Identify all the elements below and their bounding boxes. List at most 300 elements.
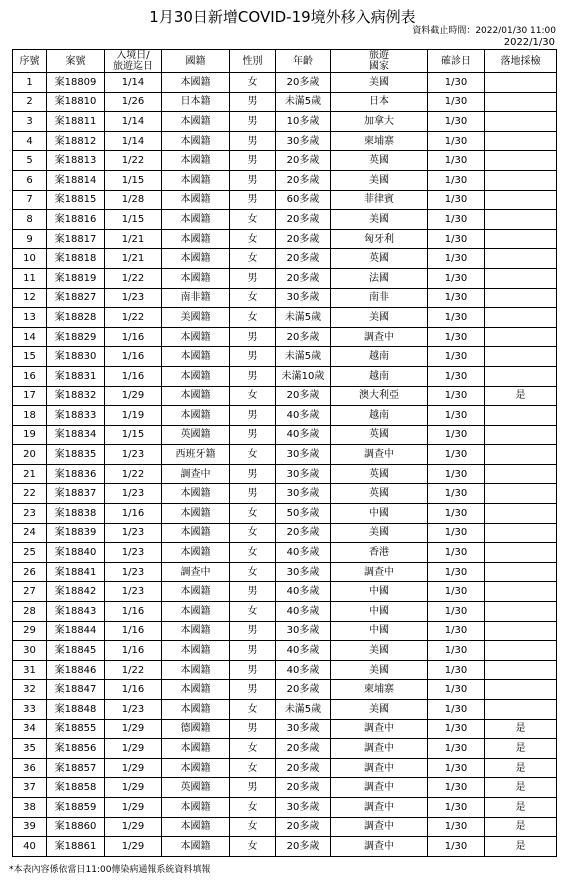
cell-case: 案18833 — [47, 406, 105, 426]
cell-airport-test — [485, 484, 557, 504]
cell-sex: 男 — [230, 425, 276, 445]
cell-sex: 男 — [230, 366, 276, 386]
cell-confirmed: 1/30 — [428, 445, 485, 465]
cell-nationality: 調查中 — [162, 464, 230, 484]
cell-case: 案18860 — [47, 817, 105, 837]
cell-age: 30多歲 — [276, 445, 331, 465]
cell-case: 案18809 — [47, 73, 105, 93]
cell-case: 案18815 — [47, 190, 105, 210]
cell-nationality: 本國籍 — [162, 758, 230, 778]
cell-country: 美國 — [331, 73, 428, 93]
table-row — [13, 131, 557, 151]
cell-case: 案18828 — [47, 308, 105, 328]
cell-date: 1/21 — [105, 229, 162, 249]
table-row — [13, 621, 557, 641]
cell-age: 20多歲 — [276, 817, 331, 837]
cell-age: 30多歲 — [276, 288, 331, 308]
table-row — [13, 797, 557, 817]
cell-age: 30多歲 — [276, 131, 331, 151]
table-row — [13, 602, 557, 622]
cell-no: 26 — [13, 562, 47, 582]
cell-confirmed: 1/30 — [428, 543, 485, 563]
cell-country: 越南 — [331, 347, 428, 367]
cell-confirmed: 1/30 — [428, 817, 485, 837]
cell-no: 32 — [13, 680, 47, 700]
cell-confirmed: 1/30 — [428, 758, 485, 778]
cell-country: 調查中 — [331, 837, 428, 857]
cell-case: 案18831 — [47, 366, 105, 386]
cell-country: 越南 — [331, 366, 428, 386]
cell-sex: 女 — [230, 523, 276, 543]
cell-confirmed: 1/30 — [428, 700, 485, 720]
cell-airport-test — [485, 406, 557, 426]
cell-no: 33 — [13, 700, 47, 720]
table-row — [13, 700, 557, 720]
table-row — [13, 484, 557, 504]
cell-date: 1/16 — [105, 366, 162, 386]
cell-nationality: 本國籍 — [162, 327, 230, 347]
cell-date: 1/22 — [105, 268, 162, 288]
cell-sex: 男 — [230, 268, 276, 288]
cell-country: 調查中 — [331, 445, 428, 465]
cell-no: 22 — [13, 484, 47, 504]
cell-no: 25 — [13, 543, 47, 563]
cell-case: 案18857 — [47, 758, 105, 778]
cell-airport-test — [485, 288, 557, 308]
cell-sex: 女 — [230, 210, 276, 230]
cell-confirmed: 1/30 — [428, 523, 485, 543]
cell-nationality: 本國籍 — [162, 112, 230, 132]
table-row — [13, 73, 557, 93]
cell-date: 1/23 — [105, 543, 162, 563]
cell-sex: 男 — [230, 660, 276, 680]
cell-sex: 男 — [230, 680, 276, 700]
cell-age: 30多歲 — [276, 562, 331, 582]
table-row — [13, 464, 557, 484]
cell-date: 1/23 — [105, 562, 162, 582]
cell-nationality: 本國籍 — [162, 680, 230, 700]
cell-no: 6 — [13, 170, 47, 190]
cell-no: 36 — [13, 758, 47, 778]
cell-date: 1/29 — [105, 719, 162, 739]
table-row — [13, 817, 557, 837]
cell-airport-test — [485, 190, 557, 210]
cell-sex: 男 — [230, 170, 276, 190]
cell-no: 38 — [13, 797, 47, 817]
cell-confirmed: 1/30 — [428, 660, 485, 680]
cell-nationality: 西班牙籍 — [162, 445, 230, 465]
cell-age: 20多歲 — [276, 229, 331, 249]
cell-confirmed: 1/30 — [428, 719, 485, 739]
cell-case: 案18812 — [47, 131, 105, 151]
cell-age: 50多歲 — [276, 504, 331, 524]
cell-date: 1/23 — [105, 700, 162, 720]
table-row — [13, 386, 557, 406]
cell-no: 5 — [13, 151, 47, 171]
cell-sex: 女 — [230, 837, 276, 857]
table-row — [13, 210, 557, 230]
cell-sex: 女 — [230, 758, 276, 778]
cell-confirmed: 1/30 — [428, 268, 485, 288]
cell-confirmed: 1/30 — [428, 327, 485, 347]
cell-date: 1/16 — [105, 621, 162, 641]
cell-nationality: 本國籍 — [162, 406, 230, 426]
cell-confirmed: 1/30 — [428, 425, 485, 445]
cell-sex: 男 — [230, 92, 276, 112]
cell-airport-test — [485, 680, 557, 700]
cell-case: 案18818 — [47, 249, 105, 269]
cell-case: 案18813 — [47, 151, 105, 171]
cell-no: 3 — [13, 112, 47, 132]
cell-airport-test — [485, 660, 557, 680]
cell-age: 20多歲 — [276, 170, 331, 190]
cell-airport-test — [485, 366, 557, 386]
cell-country: 調查中 — [331, 758, 428, 778]
cell-nationality: 本國籍 — [162, 797, 230, 817]
cell-case: 案18830 — [47, 347, 105, 367]
table-row — [13, 739, 557, 759]
cell-date: 1/23 — [105, 445, 162, 465]
cell-no: 24 — [13, 523, 47, 543]
cell-confirmed: 1/30 — [428, 562, 485, 582]
cell-nationality: 本國籍 — [162, 170, 230, 190]
cell-country: 英國 — [331, 484, 428, 504]
cell-country: 調查中 — [331, 327, 428, 347]
cell-age: 未滿5歲 — [276, 347, 331, 367]
cell-date: 1/15 — [105, 425, 162, 445]
cell-no: 34 — [13, 719, 47, 739]
cell-nationality: 本國籍 — [162, 229, 230, 249]
cell-country: 調查中 — [331, 562, 428, 582]
cell-confirmed: 1/30 — [428, 170, 485, 190]
cell-country: 美國 — [331, 660, 428, 680]
cell-nationality: 本國籍 — [162, 543, 230, 563]
cell-country: 美國 — [331, 210, 428, 230]
cell-country: 英國 — [331, 249, 428, 269]
cell-case: 案18832 — [47, 386, 105, 406]
cell-age: 40多歲 — [276, 660, 331, 680]
cell-case: 案18835 — [47, 445, 105, 465]
cell-age: 40多歲 — [276, 406, 331, 426]
cell-nationality: 本國籍 — [162, 523, 230, 543]
cell-confirmed: 1/30 — [428, 249, 485, 269]
table-row — [13, 543, 557, 563]
cell-airport-test — [485, 170, 557, 190]
cell-age: 20多歲 — [276, 758, 331, 778]
cell-case: 案18827 — [47, 288, 105, 308]
table-row — [13, 288, 557, 308]
header-travel-country: 旅遊 國家 — [331, 50, 428, 73]
table-row — [13, 719, 557, 739]
cell-age: 10多歲 — [276, 112, 331, 132]
cell-date: 1/19 — [105, 406, 162, 426]
table-row — [13, 249, 557, 269]
cell-no: 20 — [13, 445, 47, 465]
cell-nationality: 本國籍 — [162, 484, 230, 504]
cell-date: 1/26 — [105, 92, 162, 112]
cell-nationality: 本國籍 — [162, 837, 230, 857]
table-row — [13, 445, 557, 465]
cell-age: 20多歲 — [276, 210, 331, 230]
footnote: *本表內容係依當日11:00傳染病通報系統資料填報 — [9, 865, 211, 875]
cell-date: 1/16 — [105, 680, 162, 700]
cell-date: 1/21 — [105, 249, 162, 269]
cell-date: 1/14 — [105, 73, 162, 93]
cell-age: 20多歲 — [276, 327, 331, 347]
header-case: 案號 — [47, 50, 105, 73]
cell-date: 1/22 — [105, 660, 162, 680]
cell-date: 1/16 — [105, 347, 162, 367]
table-row — [13, 837, 557, 857]
table-row — [13, 425, 557, 445]
cell-confirmed: 1/30 — [428, 210, 485, 230]
cell-no: 10 — [13, 249, 47, 269]
cell-airport-test — [485, 562, 557, 582]
cell-confirmed: 1/30 — [428, 582, 485, 602]
cell-date: 1/23 — [105, 582, 162, 602]
table-row — [13, 190, 557, 210]
table-row — [13, 660, 557, 680]
cell-no: 1 — [13, 73, 47, 93]
cell-sex: 男 — [230, 484, 276, 504]
cell-nationality: 日本籍 — [162, 92, 230, 112]
cell-date: 1/22 — [105, 151, 162, 171]
header-confirmed-date: 確診日 — [428, 50, 485, 73]
cell-age: 20多歲 — [276, 523, 331, 543]
cell-nationality: 本國籍 — [162, 582, 230, 602]
cell-date: 1/23 — [105, 288, 162, 308]
cell-country: 法國 — [331, 268, 428, 288]
cell-age: 30多歲 — [276, 464, 331, 484]
cell-nationality: 本國籍 — [162, 131, 230, 151]
cell-no: 28 — [13, 602, 47, 622]
cell-nationality: 本國籍 — [162, 210, 230, 230]
cell-confirmed: 1/30 — [428, 778, 485, 798]
cell-age: 20多歲 — [276, 680, 331, 700]
cell-no: 16 — [13, 366, 47, 386]
table-row — [13, 327, 557, 347]
cell-country: 加拿大 — [331, 112, 428, 132]
cell-country: 中國 — [331, 582, 428, 602]
case-table — [12, 49, 557, 857]
cell-age: 40多歲 — [276, 582, 331, 602]
cell-sex: 女 — [230, 739, 276, 759]
cell-case: 案18810 — [47, 92, 105, 112]
header-sex: 性別 — [230, 50, 276, 73]
cell-date: 1/16 — [105, 504, 162, 524]
cell-sex: 男 — [230, 406, 276, 426]
cell-age: 未滿5歲 — [276, 92, 331, 112]
cell-no: 35 — [13, 739, 47, 759]
table-row — [13, 406, 557, 426]
table-row — [13, 523, 557, 543]
data-cutoff-time: 資料截止時間：2022/01/30 11:00 — [412, 26, 556, 36]
cell-date: 1/14 — [105, 131, 162, 151]
cell-case: 案18836 — [47, 464, 105, 484]
cell-sex: 男 — [230, 347, 276, 367]
cell-sex: 女 — [230, 229, 276, 249]
cell-airport-test — [485, 602, 557, 622]
cell-confirmed: 1/30 — [428, 484, 485, 504]
cell-age: 未滿5歲 — [276, 308, 331, 328]
table-row — [13, 92, 557, 112]
table-row — [13, 641, 557, 661]
cell-case: 案18839 — [47, 523, 105, 543]
cell-age: 20多歲 — [276, 837, 331, 857]
cell-airport-test — [485, 112, 557, 132]
cell-no: 39 — [13, 817, 47, 837]
cell-sex: 女 — [230, 249, 276, 269]
cell-case: 案18859 — [47, 797, 105, 817]
cell-no: 40 — [13, 837, 47, 857]
cell-confirmed: 1/30 — [428, 386, 485, 406]
cell-age: 未滿10歲 — [276, 366, 331, 386]
table-row — [13, 308, 557, 328]
cell-no: 23 — [13, 504, 47, 524]
cell-no: 9 — [13, 229, 47, 249]
cell-case: 案18844 — [47, 621, 105, 641]
cell-country: 中國 — [331, 602, 428, 622]
cell-no: 14 — [13, 327, 47, 347]
table-row — [13, 504, 557, 524]
cell-airport-test — [485, 229, 557, 249]
cell-nationality: 英國籍 — [162, 425, 230, 445]
cell-nationality: 本國籍 — [162, 504, 230, 524]
cell-date: 1/29 — [105, 817, 162, 837]
cell-airport-test — [485, 621, 557, 641]
table-row — [13, 758, 557, 778]
table-body — [13, 73, 557, 857]
cell-confirmed: 1/30 — [428, 308, 485, 328]
cell-country: 美國 — [331, 170, 428, 190]
table-row — [13, 229, 557, 249]
cell-sex: 女 — [230, 73, 276, 93]
cell-airport-test — [485, 523, 557, 543]
cell-country: 中國 — [331, 621, 428, 641]
cell-sex: 男 — [230, 327, 276, 347]
cell-confirmed: 1/30 — [428, 92, 485, 112]
cell-nationality: 本國籍 — [162, 151, 230, 171]
cell-age: 30多歲 — [276, 484, 331, 504]
cell-country: 調查中 — [331, 719, 428, 739]
cell-country: 美國 — [331, 523, 428, 543]
cell-nationality: 本國籍 — [162, 249, 230, 269]
cell-age: 20多歲 — [276, 739, 331, 759]
cell-sex: 女 — [230, 288, 276, 308]
cell-airport-test — [485, 425, 557, 445]
cell-case: 案18846 — [47, 660, 105, 680]
cell-case: 案18817 — [47, 229, 105, 249]
cell-nationality: 本國籍 — [162, 739, 230, 759]
cell-confirmed: 1/30 — [428, 229, 485, 249]
cell-airport-test — [485, 504, 557, 524]
cell-date: 1/23 — [105, 523, 162, 543]
cell-case: 案18842 — [47, 582, 105, 602]
cell-case: 案18840 — [47, 543, 105, 563]
cell-confirmed: 1/30 — [428, 151, 485, 171]
cell-age: 20多歲 — [276, 249, 331, 269]
cell-age: 20多歲 — [276, 151, 331, 171]
table-row — [13, 112, 557, 132]
cell-sex: 男 — [230, 190, 276, 210]
cell-airport-test — [485, 700, 557, 720]
cell-country: 美國 — [331, 308, 428, 328]
cell-country: 英國 — [331, 151, 428, 171]
cell-airport-test — [485, 445, 557, 465]
cell-sex: 男 — [230, 621, 276, 641]
cell-no: 7 — [13, 190, 47, 210]
cell-sex: 女 — [230, 504, 276, 524]
cell-sex: 女 — [230, 562, 276, 582]
cell-age: 40多歲 — [276, 543, 331, 563]
cell-country: 美國 — [331, 641, 428, 661]
cell-country: 南非 — [331, 288, 428, 308]
cell-case: 案18837 — [47, 484, 105, 504]
cell-date: 1/14 — [105, 112, 162, 132]
cell-sex: 男 — [230, 112, 276, 132]
cell-country: 調查中 — [331, 817, 428, 837]
cell-nationality: 英國籍 — [162, 778, 230, 798]
cell-confirmed: 1/30 — [428, 641, 485, 661]
cell-airport-test — [485, 327, 557, 347]
cell-country: 越南 — [331, 406, 428, 426]
cell-age: 20多歲 — [276, 778, 331, 798]
cell-sex: 女 — [230, 817, 276, 837]
cell-no: 18 — [13, 406, 47, 426]
cell-case: 案18838 — [47, 504, 105, 524]
cell-sex: 女 — [230, 797, 276, 817]
cell-sex: 男 — [230, 719, 276, 739]
cell-age: 30多歲 — [276, 797, 331, 817]
cell-confirmed: 1/30 — [428, 621, 485, 641]
cell-country: 柬埔寨 — [331, 680, 428, 700]
cell-airport-test: 是 — [485, 837, 557, 857]
cell-date: 1/16 — [105, 327, 162, 347]
cell-case: 案18819 — [47, 268, 105, 288]
cell-airport-test: 是 — [485, 797, 557, 817]
cell-case: 案18841 — [47, 562, 105, 582]
cell-date: 1/22 — [105, 308, 162, 328]
table-header-row — [13, 50, 557, 73]
header-no: 序號 — [13, 50, 47, 73]
cell-nationality: 本國籍 — [162, 621, 230, 641]
cell-age: 40多歲 — [276, 641, 331, 661]
cell-no: 21 — [13, 464, 47, 484]
header-entry-date: 入境日/ 旅遊迄日 — [105, 50, 162, 73]
table-row — [13, 151, 557, 171]
cell-nationality: 本國籍 — [162, 386, 230, 406]
cell-confirmed: 1/30 — [428, 797, 485, 817]
cell-country: 調查中 — [331, 778, 428, 798]
cell-confirmed: 1/30 — [428, 602, 485, 622]
cell-age: 60多歲 — [276, 190, 331, 210]
cell-no: 30 — [13, 641, 47, 661]
cell-no: 4 — [13, 131, 47, 151]
cell-sex: 男 — [230, 641, 276, 661]
cell-case: 案18814 — [47, 170, 105, 190]
cell-country: 中國 — [331, 504, 428, 524]
table-row — [13, 778, 557, 798]
cell-sex: 女 — [230, 445, 276, 465]
cell-country: 匈牙利 — [331, 229, 428, 249]
cell-airport-test — [485, 151, 557, 171]
cell-nationality: 本國籍 — [162, 347, 230, 367]
cell-no: 27 — [13, 582, 47, 602]
cell-sex: 女 — [230, 602, 276, 622]
cell-confirmed: 1/30 — [428, 73, 485, 93]
cell-nationality: 本國籍 — [162, 268, 230, 288]
cell-age: 未滿5歲 — [276, 700, 331, 720]
